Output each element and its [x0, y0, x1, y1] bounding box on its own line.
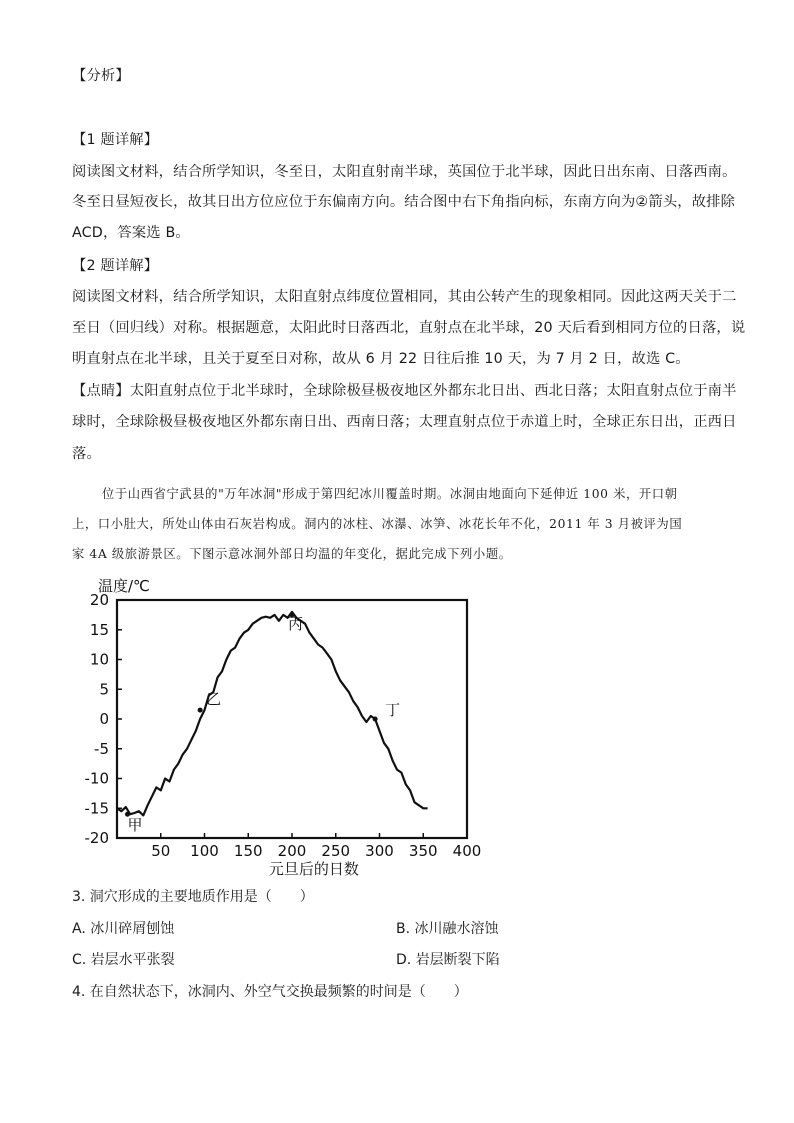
q1-line-1: 阅读图文材料，结合所学知识，冬至日，太阳直射南半球，英国位于北半球，因此日出东南、日落西南。 [72, 164, 737, 180]
y-tick-label: 10 [89, 650, 109, 669]
x-tick-label: 200 [277, 842, 307, 860]
annotation-label: 丙 [288, 614, 304, 633]
y-tick-label: -5 [94, 739, 109, 758]
annotation-point [373, 717, 378, 722]
q2-line-2: 至日（回归线）对称。根据题意，太阳此时日落西北，直射点在北半球，20 天后看到相同方位的日落，说 [72, 320, 746, 336]
x-tick-label: 350 [408, 842, 438, 860]
analysis-heading: 【分析】 [72, 68, 130, 84]
y-tick-label: 20 [89, 591, 109, 609]
y-tick-label: -20 [84, 829, 109, 847]
y-tick-label: -10 [84, 769, 109, 788]
question-3-option-b[interactable]: B. 冰川融水溶蚀 [396, 921, 499, 937]
temperature-series-line [117, 612, 428, 816]
q1-heading: 【1 题详解】 [72, 132, 159, 148]
x-tick-label: 150 [233, 842, 263, 860]
q2-line-3: 明直射点在北半球，且关于夏至日对称，故从 6 月 22 日往后推 10 天，为 7 月 2 日，故选 C。 [72, 351, 690, 367]
passage-line-2: 上，口小肚大，所处山体由石灰岩构成。洞内的冰柱、冰瀑、冰笋、冰花长年不化，2011 年 3 月被评为国 [72, 517, 683, 531]
annotation-label: 甲 [127, 816, 143, 835]
question-3-option-c[interactable]: C. 岩层水平张裂 [72, 952, 175, 968]
q2-heading: 【2 题详解】 [72, 258, 159, 274]
x-tick-label: 300 [365, 842, 394, 860]
question-4-stem: 4. 在自然状态下，冰洞内、外空气交换最频繁的时间是（ ） [72, 984, 468, 1000]
y-tick-label: 5 [99, 680, 109, 699]
temperature-chart [70, 570, 510, 882]
annotation-point [198, 708, 203, 713]
x-tick-label: 250 [321, 842, 351, 860]
question-3-option-d[interactable]: D. 岩层断裂下陷 [396, 952, 500, 968]
question-3-option-a[interactable]: A. 冰川碎屑刨蚀 [72, 921, 175, 937]
tip-line-3: 落。 [72, 446, 101, 462]
q1-line-3: ACD，答案选 B。 [72, 225, 190, 241]
passage-line-1: 位于山西省宁武县的"万年冰洞"形成于第四纪冰川覆盖时期。冰洞由地面向下延伸近 100 米，开口朝 [102, 487, 678, 501]
x-tick-label: 100 [190, 842, 219, 860]
x-axis-label: 元旦后的日数 [268, 860, 359, 878]
tip-line-2: 球时，全球除极昼极夜地区外都东南日出、西南日落；太理直射点位于赤道上时，全球正东日出，正西日 [72, 414, 737, 430]
q2-line-1: 阅读图文材料，结合所学知识，太阳直射点纬度位置相同，其由公转产生的现象相同。因此这两天关于二 [72, 289, 737, 305]
y-tick-label: 15 [89, 620, 109, 639]
x-tick-label: 400 [452, 842, 482, 860]
annotation-label: 丁 [385, 701, 401, 719]
question-3-stem: 3. 洞穴形成的主要地质作用是（ ） [72, 889, 314, 905]
y-tick-label: -15 [84, 799, 109, 818]
x-tick-label: 50 [151, 842, 171, 860]
q1-line-2: 冬至日昼短夜长，故其日出方位应位于东偏南方向。结合图中右下角指向标，东南方向为②箭头，故排除 [72, 194, 736, 210]
annotation-label: 乙 [206, 690, 222, 709]
y-tick-label: 0 [99, 710, 109, 728]
passage-line-3: 家 4A 级旅游景区。下图示意冰洞外部日均温的年变化，据此完成下列小题。 [72, 547, 512, 561]
y-axis-label: 温度/℃ [98, 577, 150, 595]
tip-line-1: 【点睛】太阳直射点位于北半球时，全球除极昼极夜地区外都东北日出、西北日落；太阳直射点位于南半 [72, 383, 737, 399]
